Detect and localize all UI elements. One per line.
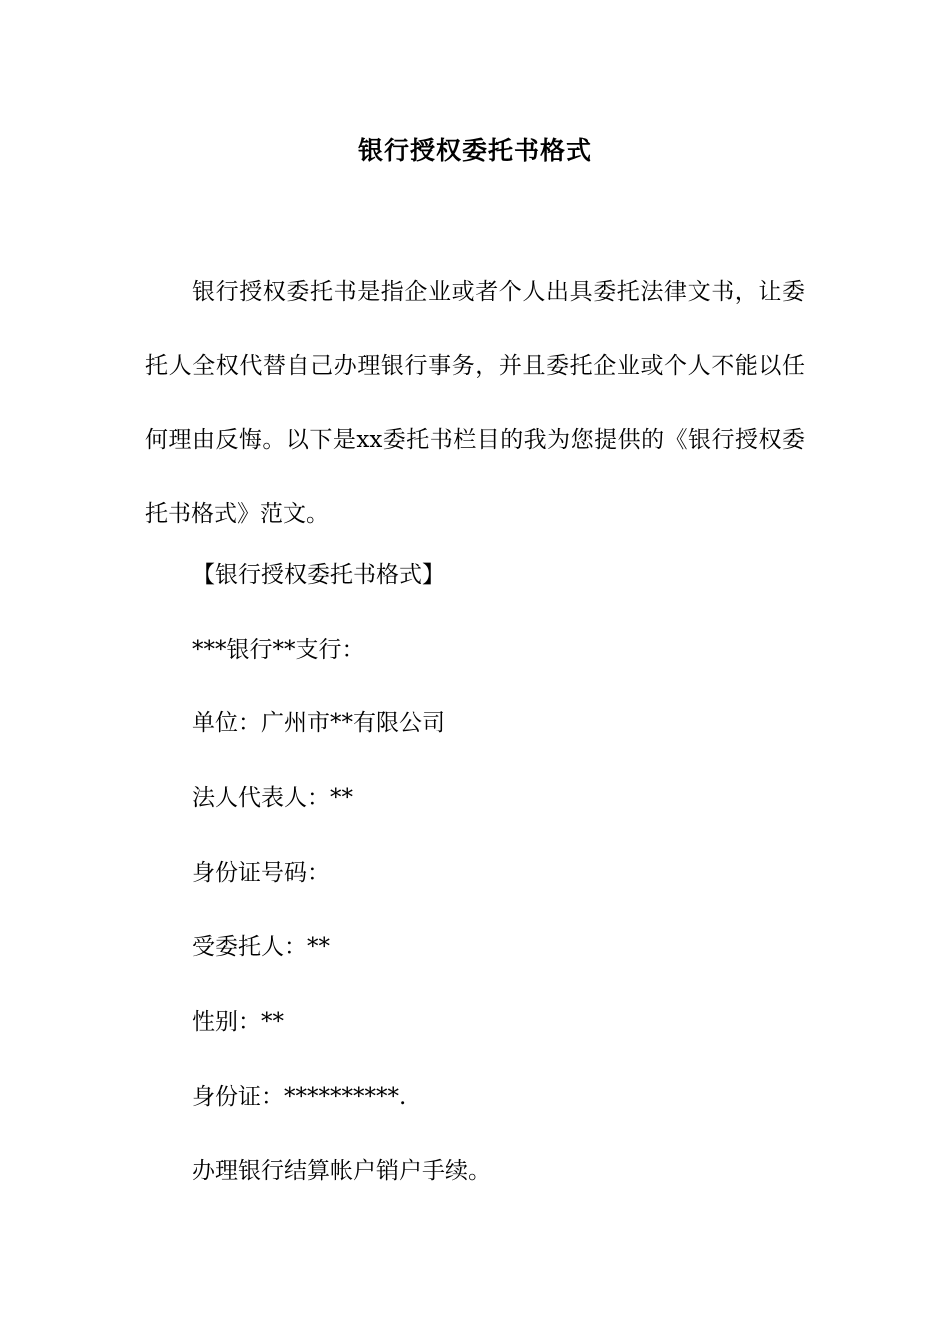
document-title: 银行授权委托书格式 [357,136,592,165]
section-heading: 【银行授权委托书格式】 [192,562,445,588]
addressee-line: ***银行**支行： [192,637,365,663]
id-number-line: 身份证号码： [192,860,330,886]
legal-representative-line: 法人代表人：** [192,785,353,811]
gender-line: 性别：** [192,1009,284,1035]
trustee-line: 受委托人：** [192,934,330,960]
purpose-line: 办理银行结算帐户销户手续。 [192,1158,491,1184]
company-line: 单位：广州市**有限公司 [192,710,445,736]
id-card-line: 身份证：**********. [192,1084,407,1110]
intro-paragraph: 银行授权委托书是指企业或者个人出具委托法律文书，让委托人全权代替自己办理银行事务，并且委托企业或个人不能以任何理由反悔。以下是xx委托书栏目的我为您提供的《银行授权委托书格式》范文。 [145,279,805,527]
